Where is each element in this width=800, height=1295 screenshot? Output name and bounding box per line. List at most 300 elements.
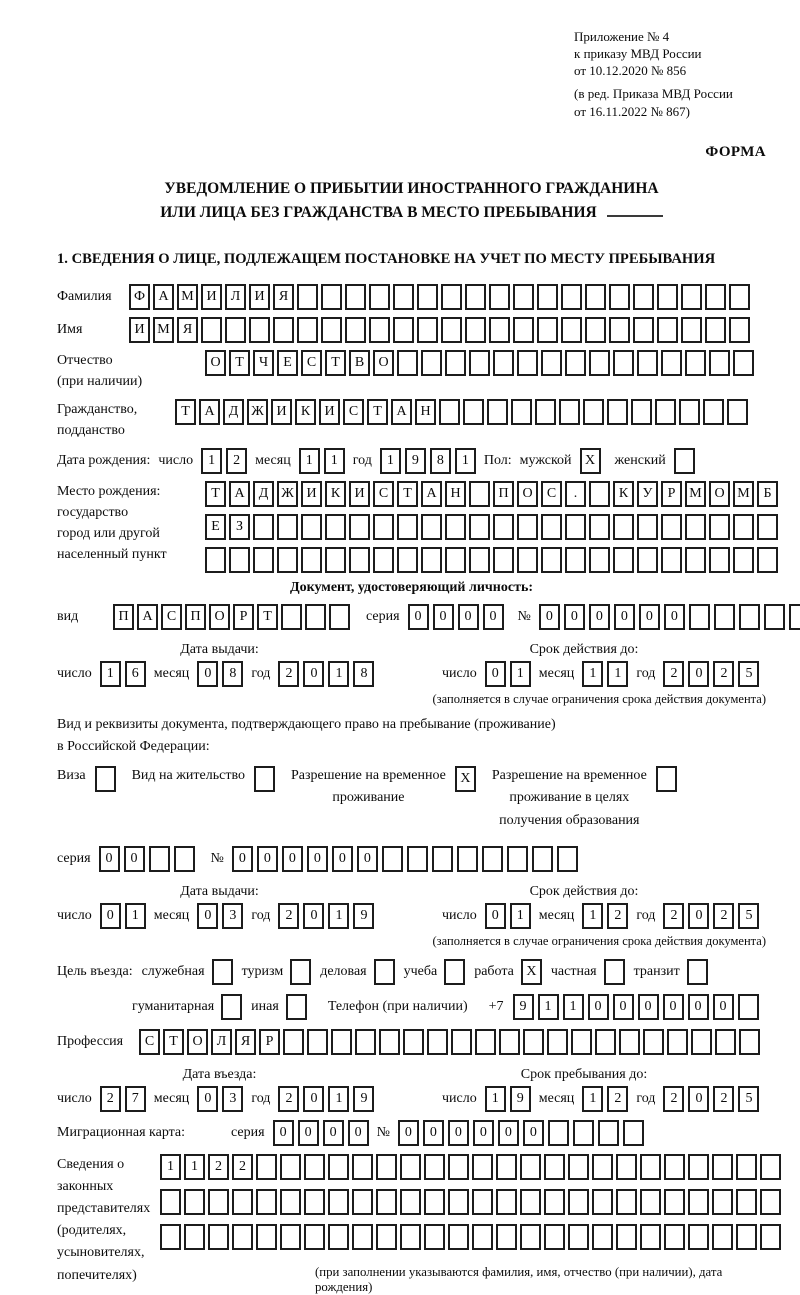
char-cell[interactable]: 1 — [510, 661, 531, 687]
char-cell[interactable]: 0 — [713, 994, 734, 1020]
char-cell[interactable]: 0 — [408, 604, 429, 630]
char-cell[interactable]: П — [493, 481, 514, 507]
char-cell[interactable]: X — [521, 959, 542, 985]
char-cell[interactable] — [609, 284, 630, 310]
char-cell[interactable]: И — [249, 284, 270, 310]
char-cell[interactable] — [685, 514, 706, 540]
char-cell[interactable]: Т — [397, 481, 418, 507]
char-cell[interactable]: Р — [259, 1029, 280, 1055]
char-cell[interactable]: Н — [415, 399, 436, 425]
char-cell[interactable]: 2 — [607, 903, 628, 929]
char-cell[interactable]: 8 — [222, 661, 243, 687]
char-cell[interactable]: 1 — [184, 1154, 205, 1180]
char-cell[interactable] — [715, 1029, 736, 1055]
char-cell[interactable] — [379, 1029, 400, 1055]
char-cell[interactable] — [277, 514, 298, 540]
char-cell[interactable]: 0 — [197, 1086, 218, 1112]
char-cell[interactable] — [689, 604, 710, 630]
char-cell[interactable]: 1 — [160, 1154, 181, 1180]
citizenship-cells[interactable] — [175, 399, 748, 425]
char-cell[interactable]: 2 — [713, 661, 734, 687]
char-cell[interactable] — [321, 284, 342, 310]
char-cell[interactable] — [685, 547, 706, 573]
char-cell[interactable] — [407, 846, 428, 872]
char-cell[interactable]: 2 — [607, 1086, 628, 1112]
char-cell[interactable] — [249, 317, 270, 343]
char-cell[interactable]: Т — [367, 399, 388, 425]
char-cell[interactable] — [469, 514, 490, 540]
char-cell[interactable]: 0 — [564, 604, 585, 630]
char-cell[interactable]: 1 — [324, 448, 345, 474]
char-cell[interactable] — [613, 547, 634, 573]
char-cell[interactable]: 1 — [328, 1086, 349, 1112]
char-cell[interactable]: Р — [233, 604, 254, 630]
char-cell[interactable] — [432, 846, 453, 872]
char-cell[interactable]: 9 — [405, 448, 426, 474]
char-cell[interactable]: 7 — [125, 1086, 146, 1112]
char-cell[interactable]: 1 — [328, 661, 349, 687]
char-cell[interactable]: 0 — [614, 604, 635, 630]
char-cell[interactable]: 2 — [663, 903, 684, 929]
char-cell[interactable]: А — [137, 604, 158, 630]
char-cell[interactable]: С — [301, 350, 322, 376]
char-cell[interactable]: 0 — [688, 661, 709, 687]
char-cell[interactable] — [499, 1029, 520, 1055]
sex-female-checkbox[interactable] — [674, 448, 695, 474]
char-cell[interactable]: 2 — [663, 661, 684, 687]
char-cell[interactable] — [557, 846, 578, 872]
char-cell[interactable] — [535, 399, 556, 425]
char-cell[interactable]: 6 — [125, 661, 146, 687]
char-cell[interactable] — [424, 1154, 445, 1180]
char-cell[interactable] — [201, 317, 222, 343]
char-cell[interactable]: С — [541, 481, 562, 507]
char-cell[interactable] — [547, 1029, 568, 1055]
char-cell[interactable] — [513, 317, 534, 343]
char-cell[interactable]: С — [343, 399, 364, 425]
char-cell[interactable] — [764, 604, 785, 630]
char-cell[interactable]: М — [177, 284, 198, 310]
char-cell[interactable] — [585, 284, 606, 310]
char-cell[interactable] — [373, 547, 394, 573]
char-cell[interactable]: 1 — [380, 448, 401, 474]
char-cell[interactable]: Д — [223, 399, 244, 425]
char-cell[interactable] — [623, 1120, 644, 1146]
char-cell[interactable] — [573, 1120, 594, 1146]
char-cell[interactable] — [643, 1029, 664, 1055]
char-cell[interactable] — [369, 317, 390, 343]
purpose-transit-checkbox[interactable] — [687, 959, 708, 985]
char-cell[interactable] — [281, 604, 302, 630]
char-cell[interactable] — [513, 284, 534, 310]
char-cell[interactable] — [705, 284, 726, 310]
char-cell[interactable]: М — [153, 317, 174, 343]
char-cell[interactable]: Т — [175, 399, 196, 425]
char-cell[interactable] — [184, 1224, 205, 1250]
char-cell[interactable] — [297, 284, 318, 310]
char-cell[interactable] — [472, 1224, 493, 1250]
char-cell[interactable]: 0 — [688, 994, 709, 1020]
char-cell[interactable]: 0 — [357, 846, 378, 872]
char-cell[interactable] — [733, 350, 754, 376]
char-cell[interactable] — [733, 514, 754, 540]
char-cell[interactable] — [304, 1224, 325, 1250]
char-cell[interactable] — [301, 514, 322, 540]
char-cell[interactable] — [520, 1154, 541, 1180]
char-cell[interactable] — [421, 547, 442, 573]
char-cell[interactable] — [685, 350, 706, 376]
char-cell[interactable]: 0 — [588, 994, 609, 1020]
char-cell[interactable] — [489, 284, 510, 310]
char-cell[interactable] — [661, 514, 682, 540]
char-cell[interactable] — [212, 959, 233, 985]
char-cell[interactable] — [559, 399, 580, 425]
char-cell[interactable] — [256, 1189, 277, 1215]
char-cell[interactable]: А — [199, 399, 220, 425]
permit-issue-month[interactable] — [197, 903, 243, 929]
char-cell[interactable] — [421, 350, 442, 376]
char-cell[interactable]: С — [161, 604, 182, 630]
patronymic-cells[interactable] — [205, 350, 754, 376]
char-cell[interactable]: 0 — [303, 661, 324, 687]
doc-series-cells[interactable] — [408, 604, 504, 630]
char-cell[interactable]: 1 — [455, 448, 476, 474]
char-cell[interactable] — [523, 1029, 544, 1055]
char-cell[interactable]: А — [421, 481, 442, 507]
char-cell[interactable]: О — [187, 1029, 208, 1055]
char-cell[interactable]: 0 — [458, 604, 479, 630]
char-cell[interactable] — [417, 284, 438, 310]
char-cell[interactable]: 0 — [197, 661, 218, 687]
char-cell[interactable]: К — [325, 481, 346, 507]
char-cell[interactable] — [613, 514, 634, 540]
char-cell[interactable] — [757, 547, 778, 573]
char-cell[interactable] — [441, 317, 462, 343]
char-cell[interactable] — [640, 1189, 661, 1215]
char-cell[interactable]: 0 — [282, 846, 303, 872]
char-cell[interactable] — [280, 1154, 301, 1180]
char-cell[interactable]: Я — [235, 1029, 256, 1055]
char-cell[interactable]: Я — [177, 317, 198, 343]
phone-cells[interactable] — [513, 994, 759, 1020]
char-cell[interactable]: 2 — [208, 1154, 229, 1180]
char-cell[interactable] — [457, 846, 478, 872]
char-cell[interactable]: 0 — [433, 604, 454, 630]
mcard-number-cells[interactable] — [398, 1120, 644, 1146]
char-cell[interactable] — [664, 1189, 685, 1215]
passport-issue-year[interactable] — [278, 661, 374, 687]
char-cell[interactable]: 0 — [348, 1120, 369, 1146]
surname-cells[interactable] — [129, 284, 750, 310]
char-cell[interactable] — [445, 514, 466, 540]
char-cell[interactable] — [424, 1224, 445, 1250]
char-cell[interactable] — [448, 1189, 469, 1215]
char-cell[interactable] — [589, 514, 610, 540]
char-cell[interactable]: Е — [205, 514, 226, 540]
sex-male-checkbox[interactable] — [580, 448, 601, 474]
char-cell[interactable] — [655, 399, 676, 425]
char-cell[interactable]: 5 — [738, 661, 759, 687]
char-cell[interactable] — [253, 514, 274, 540]
char-cell[interactable] — [789, 604, 800, 630]
char-cell[interactable]: Ж — [277, 481, 298, 507]
char-cell[interactable] — [305, 604, 326, 630]
char-cell[interactable] — [657, 317, 678, 343]
char-cell[interactable] — [616, 1224, 637, 1250]
char-cell[interactable] — [589, 350, 610, 376]
char-cell[interactable]: 9 — [353, 1086, 374, 1112]
doc-kind-cells[interactable] — [113, 604, 350, 630]
stay-until-year[interactable] — [663, 1086, 759, 1112]
char-cell[interactable] — [613, 350, 634, 376]
char-cell[interactable]: 0 — [485, 661, 506, 687]
permit-issue-day[interactable] — [100, 903, 146, 929]
char-cell[interactable] — [397, 350, 418, 376]
char-cell[interactable] — [739, 604, 760, 630]
char-cell[interactable]: Т — [257, 604, 278, 630]
stay-until-day[interactable] — [485, 1086, 531, 1112]
passport-issue-day[interactable] — [100, 661, 146, 687]
char-cell[interactable]: Ф — [129, 284, 150, 310]
char-cell[interactable] — [637, 547, 658, 573]
char-cell[interactable] — [687, 959, 708, 985]
char-cell[interactable] — [607, 399, 628, 425]
char-cell[interactable] — [633, 317, 654, 343]
char-cell[interactable] — [709, 514, 730, 540]
char-cell[interactable]: 0 — [197, 903, 218, 929]
char-cell[interactable]: О — [209, 604, 230, 630]
char-cell[interactable]: 5 — [738, 903, 759, 929]
char-cell[interactable]: А — [229, 481, 250, 507]
char-cell[interactable]: Е — [277, 350, 298, 376]
char-cell[interactable] — [376, 1154, 397, 1180]
char-cell[interactable] — [352, 1224, 373, 1250]
char-cell[interactable] — [280, 1224, 301, 1250]
char-cell[interactable] — [277, 547, 298, 573]
char-cell[interactable] — [393, 317, 414, 343]
char-cell[interactable]: С — [373, 481, 394, 507]
char-cell[interactable] — [273, 317, 294, 343]
char-cell[interactable]: О — [709, 481, 730, 507]
char-cell[interactable] — [345, 284, 366, 310]
char-cell[interactable] — [493, 514, 514, 540]
char-cell[interactable]: 2 — [226, 448, 247, 474]
entry-year[interactable] — [278, 1086, 374, 1112]
char-cell[interactable]: 0 — [100, 903, 121, 929]
birth-place-cells-row3[interactable] — [205, 547, 778, 573]
char-cell[interactable] — [616, 1189, 637, 1215]
char-cell[interactable] — [619, 1029, 640, 1055]
char-cell[interactable] — [595, 1029, 616, 1055]
char-cell[interactable]: 2 — [100, 1086, 121, 1112]
char-cell[interactable]: 0 — [303, 1086, 324, 1112]
char-cell[interactable] — [439, 399, 460, 425]
char-cell[interactable] — [325, 547, 346, 573]
char-cell[interactable] — [544, 1154, 565, 1180]
char-cell[interactable]: 0 — [323, 1120, 344, 1146]
char-cell[interactable]: С — [139, 1029, 160, 1055]
char-cell[interactable] — [738, 994, 759, 1020]
char-cell[interactable] — [592, 1224, 613, 1250]
char-cell[interactable] — [568, 1189, 589, 1215]
char-cell[interactable] — [489, 317, 510, 343]
char-cell[interactable] — [633, 284, 654, 310]
char-cell[interactable] — [465, 284, 486, 310]
char-cell[interactable]: О — [373, 350, 394, 376]
char-cell[interactable]: Р — [661, 481, 682, 507]
char-cell[interactable] — [548, 1120, 569, 1146]
char-cell[interactable] — [544, 1224, 565, 1250]
char-cell[interactable] — [664, 1154, 685, 1180]
char-cell[interactable]: 0 — [473, 1120, 494, 1146]
char-cell[interactable]: 1 — [538, 994, 559, 1020]
char-cell[interactable]: Л — [225, 284, 246, 310]
purpose-tourism-checkbox[interactable] — [290, 959, 311, 985]
char-cell[interactable] — [760, 1224, 781, 1250]
char-cell[interactable]: 1 — [100, 661, 121, 687]
char-cell[interactable] — [583, 399, 604, 425]
char-cell[interactable]: 0 — [273, 1120, 294, 1146]
char-cell[interactable] — [493, 350, 514, 376]
char-cell[interactable] — [657, 284, 678, 310]
char-cell[interactable]: И — [319, 399, 340, 425]
char-cell[interactable]: 1 — [582, 903, 603, 929]
char-cell[interactable] — [174, 846, 195, 872]
mcard-series-cells[interactable] — [273, 1120, 369, 1146]
char-cell[interactable] — [496, 1154, 517, 1180]
char-cell[interactable] — [517, 547, 538, 573]
char-cell[interactable] — [160, 1189, 181, 1215]
char-cell[interactable]: О — [205, 350, 226, 376]
char-cell[interactable] — [325, 514, 346, 540]
char-cell[interactable] — [703, 399, 724, 425]
char-cell[interactable] — [637, 514, 658, 540]
char-cell[interactable] — [568, 1154, 589, 1180]
char-cell[interactable]: 1 — [582, 661, 603, 687]
char-cell[interactable]: 0 — [639, 604, 660, 630]
char-cell[interactable]: Я — [273, 284, 294, 310]
char-cell[interactable]: 0 — [298, 1120, 319, 1146]
char-cell[interactable] — [444, 959, 465, 985]
char-cell[interactable] — [448, 1154, 469, 1180]
char-cell[interactable]: У — [637, 481, 658, 507]
char-cell[interactable] — [537, 317, 558, 343]
char-cell[interactable]: 1 — [485, 1086, 506, 1112]
char-cell[interactable]: 0 — [485, 903, 506, 929]
char-cell[interactable] — [656, 766, 677, 792]
char-cell[interactable] — [225, 317, 246, 343]
char-cell[interactable] — [757, 514, 778, 540]
char-cell[interactable]: И — [129, 317, 150, 343]
char-cell[interactable] — [283, 1029, 304, 1055]
representatives-cells-row1[interactable] — [160, 1154, 781, 1180]
char-cell[interactable]: Ж — [247, 399, 268, 425]
char-cell[interactable]: 1 — [563, 994, 584, 1020]
char-cell[interactable]: 3 — [222, 903, 243, 929]
char-cell[interactable] — [589, 481, 610, 507]
char-cell[interactable] — [149, 846, 170, 872]
char-cell[interactable] — [571, 1029, 592, 1055]
char-cell[interactable]: 2 — [278, 1086, 299, 1112]
char-cell[interactable] — [541, 514, 562, 540]
char-cell[interactable] — [256, 1154, 277, 1180]
char-cell[interactable]: 5 — [738, 1086, 759, 1112]
char-cell[interactable]: А — [391, 399, 412, 425]
char-cell[interactable] — [376, 1224, 397, 1250]
char-cell[interactable] — [421, 514, 442, 540]
char-cell[interactable]: Л — [211, 1029, 232, 1055]
char-cell[interactable]: К — [295, 399, 316, 425]
passport-valid-month[interactable] — [582, 661, 628, 687]
char-cell[interactable]: 9 — [513, 994, 534, 1020]
char-cell[interactable]: Б — [757, 481, 778, 507]
char-cell[interactable] — [561, 284, 582, 310]
char-cell[interactable]: 1 — [125, 903, 146, 929]
char-cell[interactable] — [585, 317, 606, 343]
char-cell[interactable] — [688, 1189, 709, 1215]
char-cell[interactable] — [537, 284, 558, 310]
char-cell[interactable]: 8 — [353, 661, 374, 687]
char-cell[interactable] — [592, 1154, 613, 1180]
char-cell[interactable] — [472, 1189, 493, 1215]
char-cell[interactable]: К — [613, 481, 634, 507]
char-cell[interactable] — [451, 1029, 472, 1055]
char-cell[interactable]: 1 — [582, 1086, 603, 1112]
char-cell[interactable]: З — [229, 514, 250, 540]
char-cell[interactable]: М — [733, 481, 754, 507]
char-cell[interactable] — [469, 547, 490, 573]
char-cell[interactable] — [376, 1189, 397, 1215]
char-cell[interactable] — [369, 284, 390, 310]
permit-valid-month[interactable] — [582, 903, 628, 929]
birth-place-cells-row1[interactable] — [205, 481, 778, 507]
char-cell[interactable] — [674, 448, 695, 474]
char-cell[interactable] — [705, 317, 726, 343]
char-cell[interactable] — [733, 547, 754, 573]
representatives-cells-row2[interactable] — [160, 1189, 781, 1215]
char-cell[interactable] — [568, 1224, 589, 1250]
char-cell[interactable] — [469, 350, 490, 376]
char-cell[interactable] — [352, 1189, 373, 1215]
char-cell[interactable] — [328, 1154, 349, 1180]
char-cell[interactable] — [507, 846, 528, 872]
char-cell[interactable]: 0 — [332, 846, 353, 872]
char-cell[interactable] — [709, 350, 730, 376]
char-cell[interactable]: 0 — [664, 604, 685, 630]
blank-underline[interactable] — [607, 205, 663, 217]
char-cell[interactable] — [517, 514, 538, 540]
char-cell[interactable]: П — [185, 604, 206, 630]
char-cell[interactable] — [681, 317, 702, 343]
char-cell[interactable]: 0 — [613, 994, 634, 1020]
char-cell[interactable]: 1 — [328, 903, 349, 929]
char-cell[interactable] — [400, 1189, 421, 1215]
char-cell[interactable] — [256, 1224, 277, 1250]
char-cell[interactable] — [254, 766, 275, 792]
char-cell[interactable] — [331, 1029, 352, 1055]
char-cell[interactable]: П — [113, 604, 134, 630]
char-cell[interactable]: 0 — [688, 1086, 709, 1112]
char-cell[interactable] — [712, 1189, 733, 1215]
char-cell[interactable]: М — [685, 481, 706, 507]
char-cell[interactable] — [532, 846, 553, 872]
residence-permit-checkbox[interactable] — [254, 766, 275, 792]
profession-cells[interactable] — [139, 1029, 760, 1055]
char-cell[interactable] — [496, 1189, 517, 1215]
char-cell[interactable] — [598, 1120, 619, 1146]
passport-valid-day[interactable] — [485, 661, 531, 687]
char-cell[interactable]: 9 — [510, 1086, 531, 1112]
